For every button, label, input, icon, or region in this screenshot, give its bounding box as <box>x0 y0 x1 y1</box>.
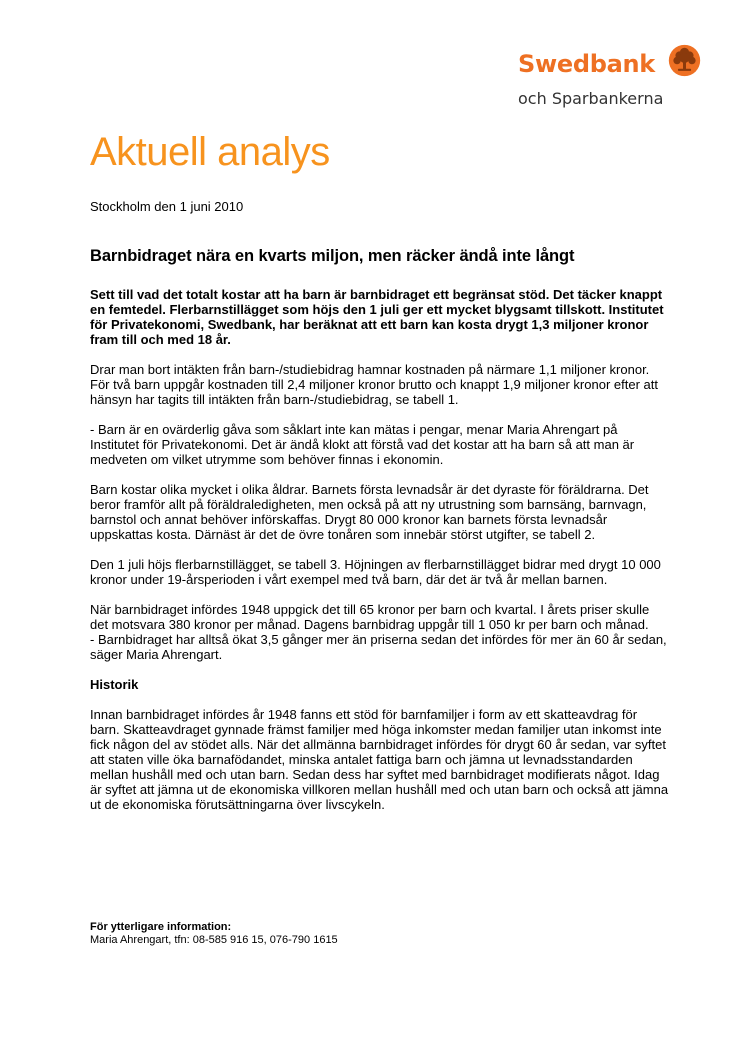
body-paragraph: - Barnbidraget har alltså ökat 3,5 gånger mer än priserna sedan det infördes för mer än 60 år sedan, säger Maria Ahrengart. <box>90 632 667 662</box>
body-paragraph: Drar man bort intäkten från barn-/studiebidrag hamnar kostnaden på närmare 1,1 miljoner kronor. För två barn uppgår kostnaden till 2,4 miljoner kronor brutto och knappt 1,9 miljoner kronor efter att hänsyn har tagits till intäkten från barn-/studiebidrag, se tabell 1. <box>90 362 658 407</box>
contact-details: Maria Ahrengart, tfn: 08-585 916 15, 076-790 1615 <box>90 934 338 946</box>
body-paragraph: - Barn är en ovärderlig gåva som såklart inte kan mätas i pengar, menar Maria Ahrengart på Institutet för Privatekonomi. Det är ändå klokt att förstå vad det kostar att ha barn så att man är medveten om vilket utrymme som behöver finnas i ekonomin. <box>90 422 635 467</box>
contact-info <box>90 921 338 947</box>
swedbank-logo <box>510 40 730 120</box>
logo-brand-name: Swedbank <box>518 50 655 78</box>
body-paragraph: Den 1 juli höjs flerbarnstillägget, se tabell 3. Höjningen av flerbarnstillägget bidrar med drygt 10 000 kronor under 19-årsperioden i vårt exempel med två barn, där det är två år mellan barnen. <box>90 557 661 587</box>
article-body <box>90 287 670 827</box>
history-heading: Historik <box>90 677 139 692</box>
logo-subtitle: och Sparbankerna <box>518 89 664 108</box>
report-title: Aktuell analys <box>90 130 330 174</box>
contact-heading: För ytterligare information: <box>90 921 232 933</box>
article-lead: Sett till vad det totalt kostar att ha barn är barnbidraget ett begränsat stöd. Det täcker knappt en femtedel. Flerbarnstillägget som höjs den 1 juli ger ett mycket blygsamt tillskott. Institutet för Privatekonomi, Swedbank, har beräknat att ett barn kan kosta drygt 1,3 miljoner kronor fram till och med 18 år. <box>90 287 664 347</box>
history-text: Innan barnbidraget infördes år 1948 fanns ett stöd för barnfamiljer i form av ett skatteavdrag för barn. Skatteavdraget gynnade främst familjer med höga inkomster medan familjer utan inkomst inte fick någon del av stödet alls. När det allmänna barnbidraget infördes för drygt 60 år sedan, var syftet att staten ville öka barnafödandet, minska antalet fattiga barn och jämna ut levnadsstandarden mellan hushåll med och utan barn. Sedan dess har syftet med barnbidraget modifierats något. Idag är syftet att jämna ut de ekonomiska villkoren mellan hushåll med och utan barn och också att jämna ut de ekonomiska förutsättningarna över livscykeln. <box>90 707 669 812</box>
body-paragraph: När barnbidraget infördes 1948 uppgick det till 65 kronor per barn och kvartal. I årets priser skulle det motsvara 380 kronor per månad. Dagens barnbidrag uppgår till 1 050 kr per barn och månad. <box>90 602 650 632</box>
article-headline: Barnbidraget nära en kvarts miljon, men räcker ändå inte långt <box>90 247 575 265</box>
dateline: Stockholm den 1 juni 2010 <box>90 199 244 214</box>
oak-tree-icon <box>668 44 701 77</box>
body-paragraph: Barn kostar olika mycket i olika åldrar. Barnets första levnadsår är det dyraste för föräldrarna. Det beror framför allt på föräldraledigheten, men också på att ny utrustning som barnsäng, barnvagn, barnstol och annat behöver införskaffas. Drygt 80 000 kronor kan barnets första levnadsår uppskattas kosta. Därnäst är det de övre tonåren som innebär störst utgifter, se tabell 2. <box>90 482 649 542</box>
